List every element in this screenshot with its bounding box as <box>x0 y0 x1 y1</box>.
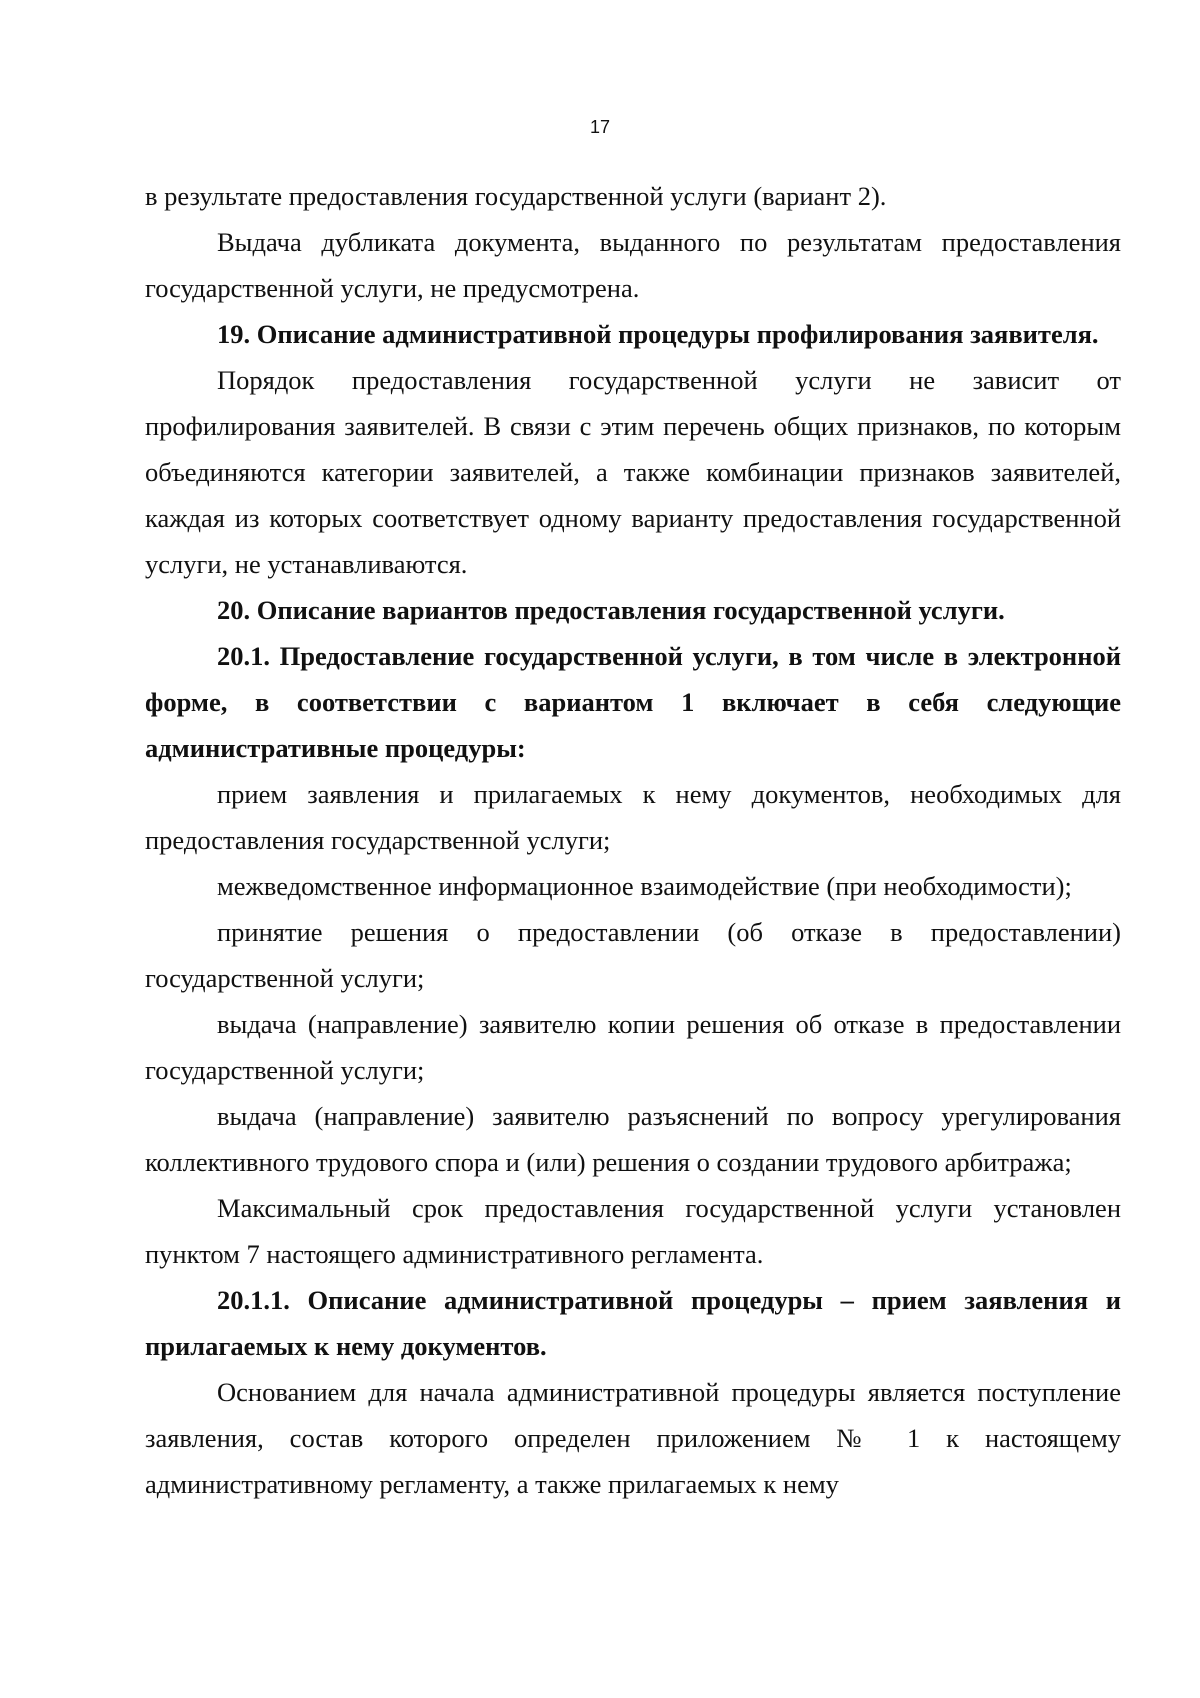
page-number: 17 <box>589 117 611 137</box>
list-item-procedure: межведомственное информационное взаимодействие (при необходимости); <box>217 871 1072 901</box>
paragraph-procedure-basis: Основанием для начала административной процедуры является поступление заявления, состав которого определен приложением № 1 к настоящему административному регламенту, а также прилагаемых к нему <box>145 1377 1121 1499</box>
list-item-procedure: принятие решения о предоставлении (об отказе в предоставлении) государственной услуги; <box>145 917 1121 993</box>
paragraph-profiling: Порядок предоставления государственной услуги не зависит от профилирования заявителей. В связи с этим перечень общих признаков, по которым объединяются категории заявителей, а также комбинации признаков заявителей, каждая из которых соответствует одному варианту предоставления государственной услуги, не устанавливаются. <box>145 365 1121 579</box>
paragraph-duplicate-note: Выдача дубликата документа, выданного по результатам предоставления государственной услуги, не предусмотрена. <box>145 227 1121 303</box>
list-item-procedure: прием заявления и прилагаемых к нему документов, необходимых для предоставления государственной услуги; <box>145 779 1121 855</box>
section-heading-19: 19. Описание административной процедуры профилирования заявителя. <box>217 319 1099 349</box>
section-heading-20-1: 20.1. Предоставление государственной услуги, в том числе в электронной форме, в соответствии с вариантом 1 включает в себя следующие административные процедуры: <box>145 641 1121 763</box>
list-item-procedure: выдача (направление) заявителю разъяснений по вопросу урегулирования коллективного трудового спора и (или) решения о создании трудового арбитража; <box>145 1101 1121 1177</box>
section-heading-20-1-1: 20.1.1. Описание административной процедуры – прием заявления и прилагаемых к нему документов. <box>145 1285 1121 1361</box>
document-body <box>145 173 1121 1507</box>
section-heading-20: 20. Описание вариантов предоставления государственной услуги. <box>217 595 1005 625</box>
paragraph-max-term: Максимальный срок предоставления государственной услуги установлен пунктом 7 настоящего административного регламента. <box>145 1193 1121 1269</box>
paragraph-continuation: в результате предоставления государственной услуги (вариант 2). <box>145 181 887 211</box>
list-item-procedure: выдача (направление) заявителю копии решения об отказе в предоставлении государственной услуги; <box>145 1009 1121 1085</box>
